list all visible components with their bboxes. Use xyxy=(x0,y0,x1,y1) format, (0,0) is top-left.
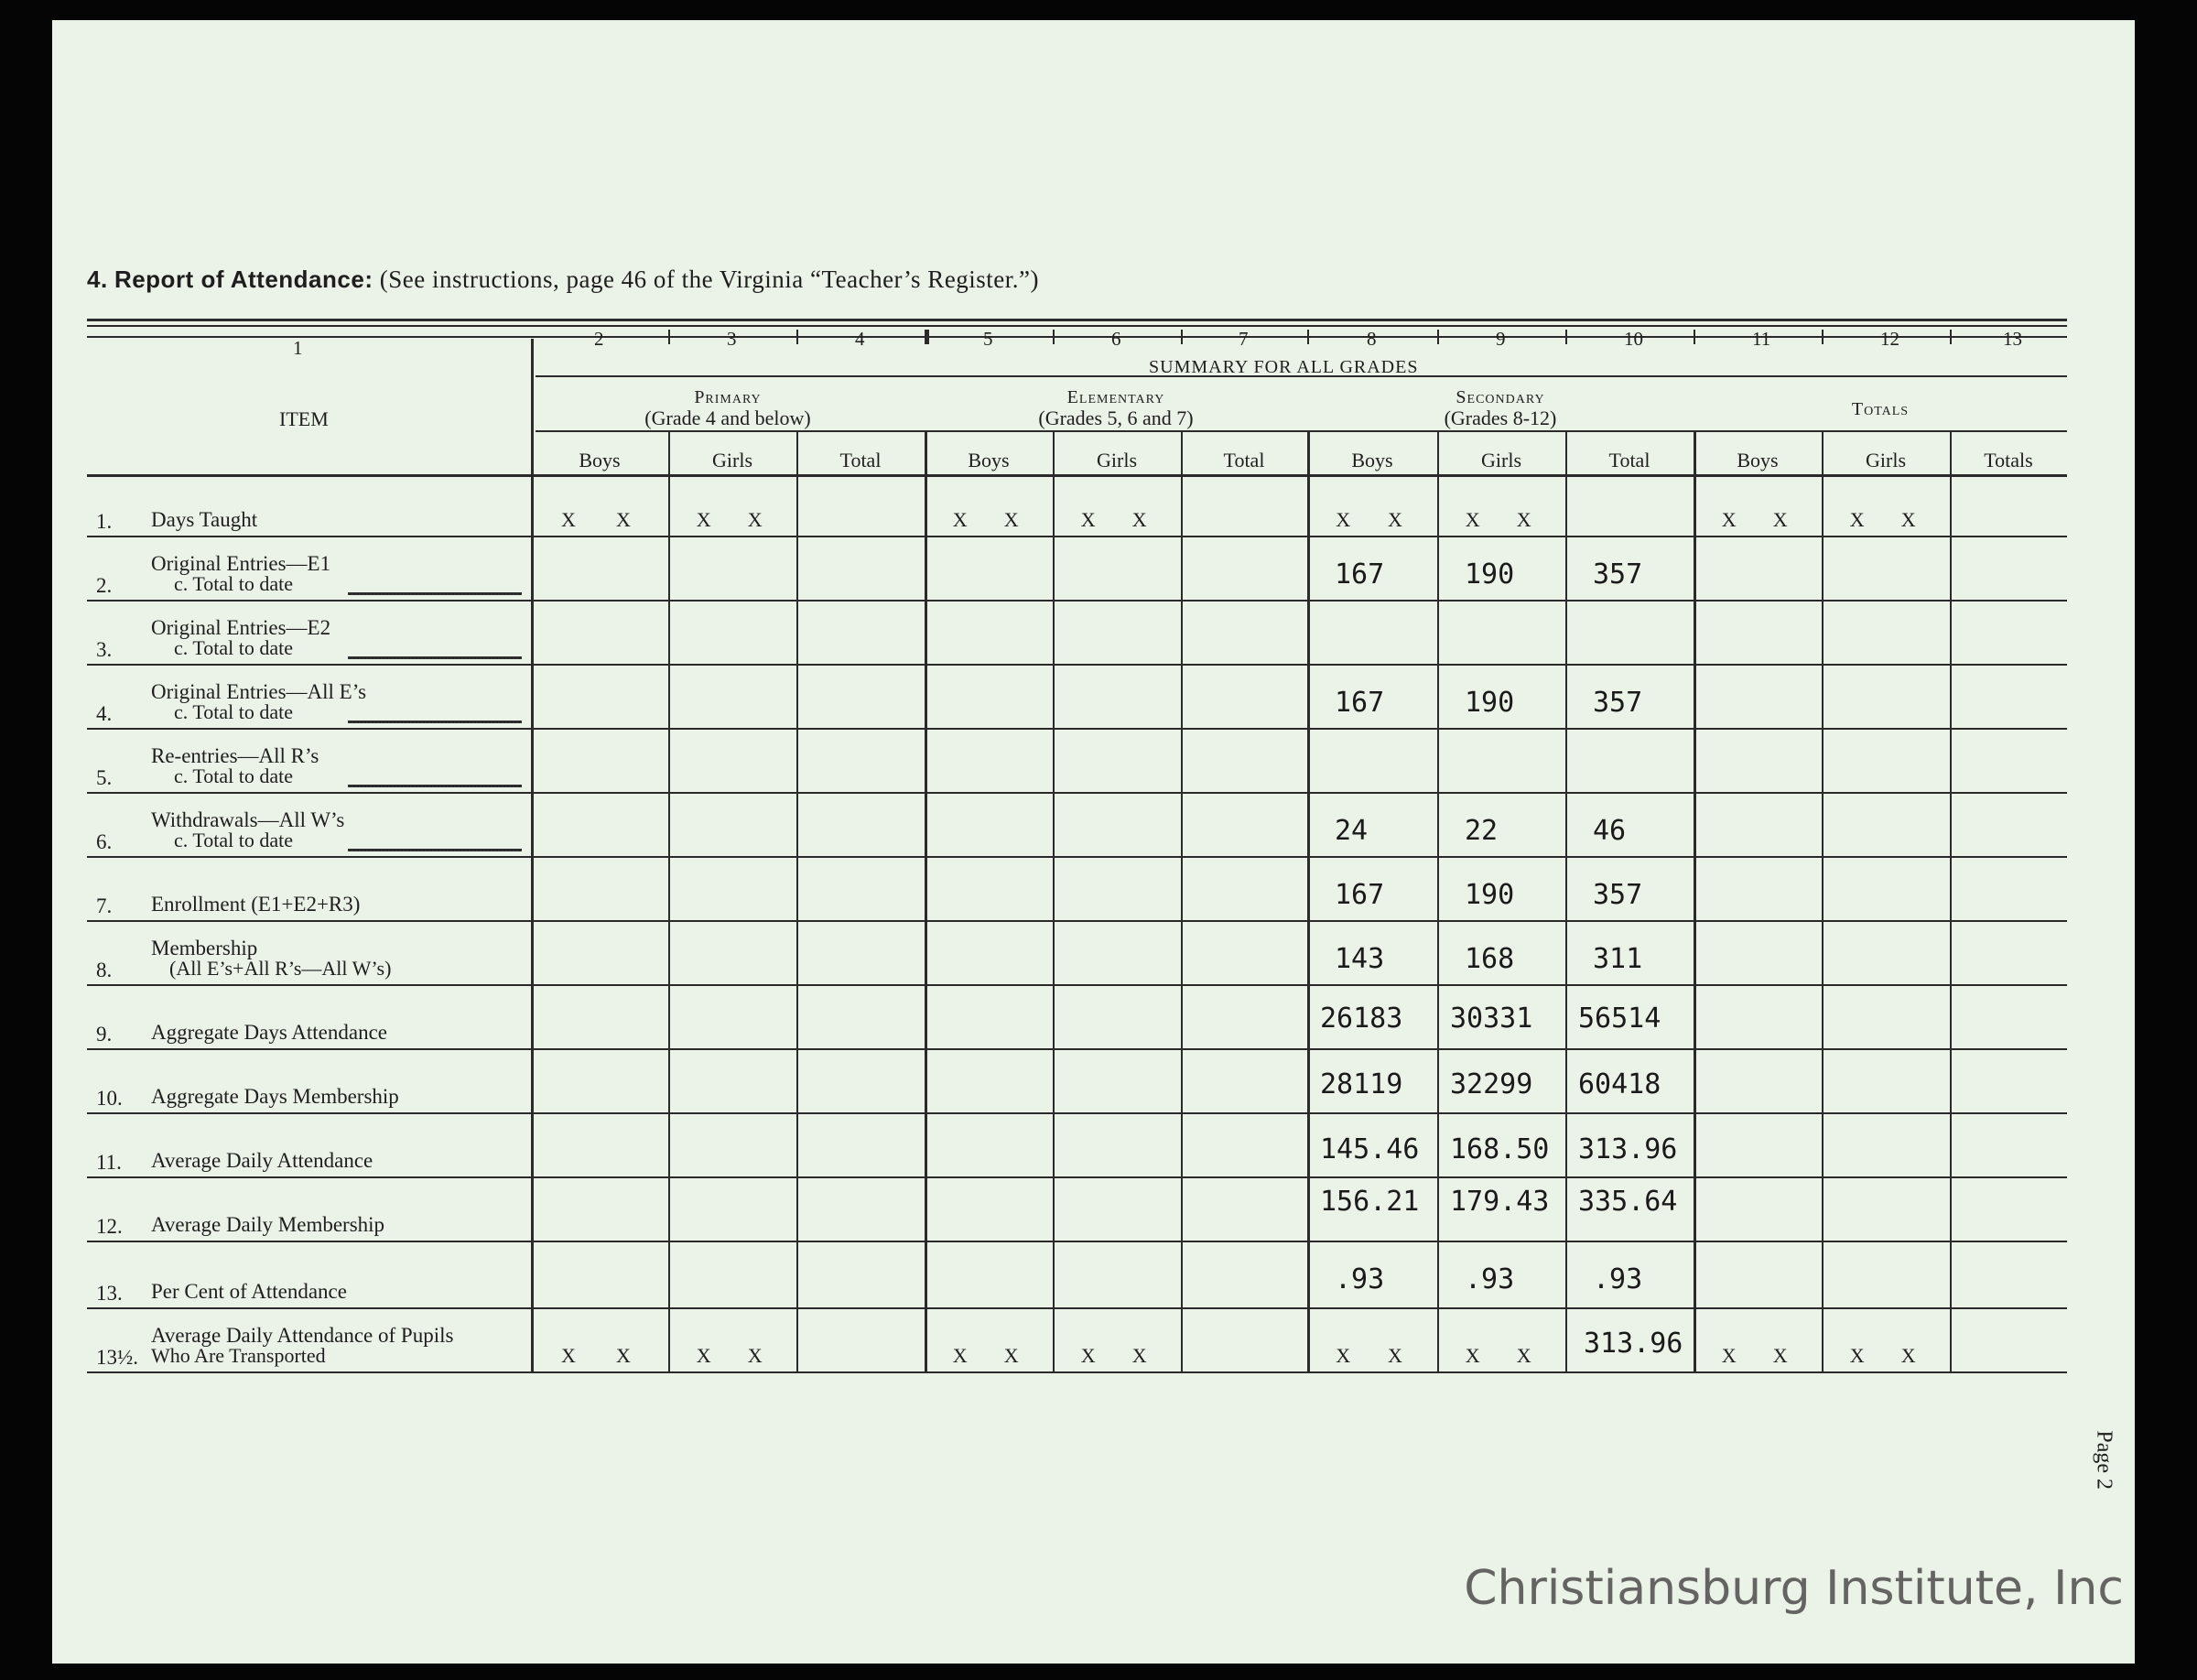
column-number: 7 xyxy=(1239,328,1249,350)
col-divider xyxy=(1565,430,1567,1373)
column-subheader: Total xyxy=(1608,449,1650,471)
row-number: 9. xyxy=(96,1023,113,1046)
column-subheader: Totals xyxy=(1984,449,2033,471)
row-rule xyxy=(87,792,2067,794)
section-number: 4. xyxy=(87,266,108,293)
handwritten-value: 22 xyxy=(1465,815,1499,847)
section-note: (See instructions, page 46 of the Virginia “Teacher’s Register.”) xyxy=(379,266,1040,293)
col-divider xyxy=(1181,430,1183,1373)
x-mark: X xyxy=(1516,1344,1531,1367)
row-rule xyxy=(87,856,2067,858)
row-label: Average Daily Attendance xyxy=(151,1149,373,1172)
handwritten-value: 145.46 xyxy=(1320,1133,1420,1165)
group-header: Secondary xyxy=(1456,387,1545,407)
row-rule xyxy=(87,1048,2067,1050)
row-label: Original Entries—E1 xyxy=(151,552,331,575)
row-rule xyxy=(87,920,2067,922)
row-number: 10. xyxy=(96,1087,123,1110)
summary-title: SUMMARY FOR ALL GRADES xyxy=(1149,357,1419,377)
handwritten-value: 28119 xyxy=(1320,1068,1403,1100)
column-subheader: Girls xyxy=(712,449,752,471)
row-label: Per Cent of Attendance xyxy=(151,1280,347,1303)
colnum-tick xyxy=(925,330,929,344)
document-page xyxy=(52,20,2135,1664)
row-label: Membership xyxy=(151,937,258,959)
x-mark: X xyxy=(1900,508,1916,531)
column-number: 8 xyxy=(1367,328,1377,350)
row-number: 5. xyxy=(96,766,113,789)
x-mark: X xyxy=(1721,1344,1737,1367)
row-sublabel: c. Total to date xyxy=(174,700,294,723)
col-divider xyxy=(1053,430,1055,1373)
col-divider xyxy=(796,430,798,1373)
handwritten-value: 190 xyxy=(1465,879,1515,911)
column-subheader: Girls xyxy=(1097,449,1137,471)
x-mark: X xyxy=(561,1344,576,1367)
row-number: 6. xyxy=(96,830,113,853)
x-mark: X xyxy=(1003,508,1019,531)
section-heading: Report of Attendance: xyxy=(114,266,373,293)
x-mark: X xyxy=(616,1344,631,1367)
colnum-tick xyxy=(1822,330,1824,344)
row-label: Withdrawals—All W’s xyxy=(151,808,345,831)
x-mark: X xyxy=(952,1344,968,1367)
column-number: 12 xyxy=(1880,328,1899,350)
x-mark: X xyxy=(1388,508,1402,531)
col-divider xyxy=(668,430,670,1373)
row-rule xyxy=(87,984,2067,986)
handwritten-value: .93 xyxy=(1335,1263,1385,1295)
page-label: Page 2 xyxy=(2093,1430,2116,1490)
colnum-tick xyxy=(1053,330,1055,344)
x-mark: X xyxy=(1131,1344,1147,1367)
col-divider xyxy=(1437,430,1439,1373)
colnum-tick xyxy=(796,330,798,344)
row-rule xyxy=(87,1371,2067,1373)
column-number: 9 xyxy=(1496,328,1506,350)
row-label: Days Taught xyxy=(151,508,258,531)
handwritten-value: 357 xyxy=(1593,687,1643,719)
dotted-leader xyxy=(348,849,522,851)
colnum-tick xyxy=(1307,330,1309,344)
column-number: 3 xyxy=(727,328,737,350)
handwritten-value: 313.96 xyxy=(1578,1133,1678,1165)
col-divider xyxy=(925,430,927,1373)
row-label: Original Entries—All E’s xyxy=(151,680,367,703)
x-mark: X xyxy=(1080,508,1096,531)
group-header: Totals xyxy=(1851,399,1910,419)
x-mark: X xyxy=(1849,508,1865,531)
row-label: Aggregate Days Membership xyxy=(151,1085,399,1108)
column-number: 6 xyxy=(1111,328,1121,350)
row-label: Average Daily Membership xyxy=(151,1213,385,1236)
row-label: Re-entries—All R’s xyxy=(151,744,319,767)
handwritten-value: 311 xyxy=(1593,943,1643,975)
row-rule xyxy=(87,600,2067,602)
column-subheader: Boys xyxy=(1351,449,1393,471)
watermark: Christiansburg Institute, Inc xyxy=(1464,1561,2124,1616)
x-mark: X xyxy=(1900,1344,1916,1367)
group-subheader: (Grades 8-12) xyxy=(1444,406,1557,429)
x-mark: X xyxy=(616,508,631,531)
group-subheader: (Grade 4 and below) xyxy=(644,406,811,429)
row-rule xyxy=(87,1112,2067,1114)
row-number: 11. xyxy=(96,1151,122,1174)
handwritten-value: 60418 xyxy=(1578,1068,1661,1100)
x-mark: X xyxy=(747,1344,763,1367)
handwritten-value: 56514 xyxy=(1578,1003,1661,1035)
handwritten-value: 335.64 xyxy=(1578,1186,1678,1218)
handwritten-value: 357 xyxy=(1593,558,1643,591)
handwritten-value: 167 xyxy=(1335,687,1385,719)
column-subheader: Girls xyxy=(1481,449,1521,471)
row-sublabel: c. Total to date xyxy=(174,764,294,787)
row-number: 8. xyxy=(96,959,113,981)
column-number: 11 xyxy=(1752,328,1771,350)
x-mark: X xyxy=(1516,508,1531,531)
colnum-tick xyxy=(1565,330,1567,344)
row-number: 4. xyxy=(96,702,113,725)
row-number: 7. xyxy=(96,894,113,917)
colnum-tick xyxy=(668,330,670,344)
column-subheader: Boys xyxy=(1737,449,1779,471)
handwritten-value: 32299 xyxy=(1450,1068,1533,1100)
group-header: Primary xyxy=(694,387,762,407)
row-number: 13½. xyxy=(96,1346,138,1369)
column-subheader: Total xyxy=(1223,449,1265,471)
handwritten-value: 168.50 xyxy=(1450,1133,1550,1165)
row-label: Original Entries—E2 xyxy=(151,616,331,639)
row-number: 13. xyxy=(96,1282,123,1305)
x-mark: X xyxy=(1080,1344,1096,1367)
row-label: Average Daily Attendance of Pupils xyxy=(151,1324,454,1347)
subheader-rule xyxy=(87,474,2067,477)
top-rule-2 xyxy=(87,325,2067,327)
colnum-tick xyxy=(1181,330,1183,344)
handwritten-value: 30331 xyxy=(1450,1003,1533,1035)
dotted-leader xyxy=(348,656,522,659)
handwritten-value: 167 xyxy=(1335,558,1385,591)
item-header-label: ITEM xyxy=(279,407,329,430)
group-rule xyxy=(536,430,2067,432)
row-number: 1. xyxy=(96,510,113,533)
row-rule xyxy=(87,536,2067,537)
row-sublabel: Who Are Transported xyxy=(151,1344,326,1367)
row-label: Enrollment (E1+E2+R3) xyxy=(151,893,361,916)
colnum-tick xyxy=(1694,330,1695,344)
column-number: 2 xyxy=(594,328,604,350)
row-rule xyxy=(87,1241,2067,1242)
x-mark: X xyxy=(1003,1344,1019,1367)
row-label: Aggregate Days Attendance xyxy=(151,1021,388,1044)
column-number: 13 xyxy=(2003,328,2022,350)
dotted-leader xyxy=(348,592,522,595)
column-subheader: Boys xyxy=(968,449,1010,471)
top-rule xyxy=(87,319,2067,321)
column-number: 5 xyxy=(983,328,993,350)
x-mark: X xyxy=(1131,508,1147,531)
row-rule xyxy=(87,728,2067,730)
dotted-leader xyxy=(348,721,522,723)
handwritten-value: 24 xyxy=(1335,815,1369,847)
column-subheader: Boys xyxy=(579,449,621,471)
dotted-leader xyxy=(348,785,522,787)
section-title xyxy=(87,266,1039,294)
row-sublabel: c. Total to date xyxy=(174,636,294,659)
column-number: 1 xyxy=(293,337,303,359)
col-divider xyxy=(1694,430,1696,1373)
handwritten-value: 179.43 xyxy=(1450,1186,1550,1218)
colnum-tick xyxy=(1950,330,1952,344)
row-number: 2. xyxy=(96,574,113,597)
group-subheader: (Grades 5, 6 and 7) xyxy=(1038,406,1194,429)
handwritten-value: .93 xyxy=(1593,1263,1643,1295)
handwritten-value: 357 xyxy=(1593,879,1643,911)
col-divider xyxy=(1307,430,1310,1373)
handwritten-value: 190 xyxy=(1465,687,1515,719)
x-mark: X xyxy=(1465,1344,1480,1367)
col-divider xyxy=(1950,430,1952,1373)
handwritten-value: 143 xyxy=(1335,943,1385,975)
row-rule xyxy=(87,1176,2067,1178)
column-subheader: Girls xyxy=(1866,449,1906,471)
handwritten-value: 168 xyxy=(1465,943,1515,975)
group-header: Elementary xyxy=(1066,387,1165,407)
row-sublabel: c. Total to date xyxy=(174,829,294,851)
x-mark: X xyxy=(1336,1344,1351,1367)
row-number: 3. xyxy=(96,638,113,661)
row-sublabel: c. Total to date xyxy=(174,572,294,595)
column-number: 10 xyxy=(1624,328,1643,350)
column-number: 4 xyxy=(855,328,865,350)
x-mark: X xyxy=(1721,508,1737,531)
row-sublabel: (All E’s+All R’s—All W’s) xyxy=(169,957,392,980)
handwritten-value: 26183 xyxy=(1320,1003,1403,1035)
column-subheader: Total xyxy=(839,449,882,471)
x-mark: X xyxy=(1772,1344,1788,1367)
row-number: 12. xyxy=(96,1215,123,1238)
handwritten-value: 167 xyxy=(1335,879,1385,911)
handwritten-value: 313.96 xyxy=(1584,1328,1683,1360)
x-mark: X xyxy=(561,508,576,531)
handwritten-value: 156.21 xyxy=(1320,1186,1420,1218)
x-mark: X xyxy=(1388,1344,1402,1367)
handwritten-value: .93 xyxy=(1465,1263,1515,1295)
x-mark: X xyxy=(696,508,711,531)
row-rule xyxy=(87,664,2067,666)
x-mark: X xyxy=(1465,508,1480,531)
colnum-tick xyxy=(1437,330,1439,344)
x-mark: X xyxy=(1849,1344,1865,1367)
x-mark: X xyxy=(747,508,763,531)
x-mark: X xyxy=(952,508,968,531)
row-rule xyxy=(87,1307,2067,1309)
handwritten-value: 46 xyxy=(1593,815,1627,847)
handwritten-value: 190 xyxy=(1465,558,1515,591)
col-divider xyxy=(1822,430,1824,1373)
x-mark: X xyxy=(1772,508,1788,531)
x-mark: X xyxy=(696,1344,711,1367)
x-mark: X xyxy=(1336,508,1351,531)
